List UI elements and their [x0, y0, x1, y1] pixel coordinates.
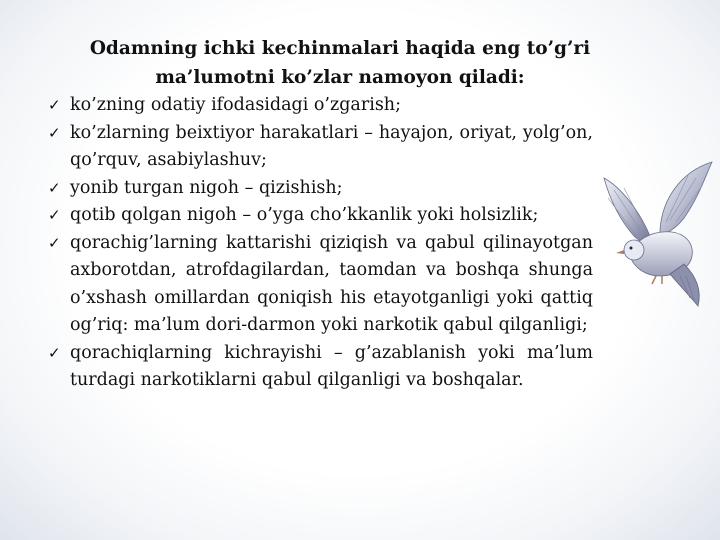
- title-line-2: ma’lumotni ko’zlar namoyon qiladi:: [155, 67, 525, 88]
- list-item: [48, 120, 593, 175]
- bullet-text: ko’zlarning beixtiyor harakatlari – hayajon, oriyat, yolg’on, qo’rquv, asabiylashuv;: [70, 122, 593, 170]
- check-icon: ✓: [48, 206, 61, 224]
- list-item: [48, 175, 593, 203]
- check-icon: ✓: [48, 96, 61, 114]
- check-icon: ✓: [48, 233, 61, 252]
- list-item: [48, 230, 593, 340]
- check-icon: ✓: [48, 123, 61, 142]
- slide-title: [60, 34, 620, 92]
- bullet-text: qorachiqlarning kichrayishi – g’azablanish yoki ma’lum turdagi narkotiklarni qabul qilganligi va boshqalar.: [70, 342, 593, 390]
- dove-icon: [600, 160, 716, 310]
- bullet-list: [48, 92, 593, 395]
- check-icon: ✓: [48, 178, 61, 197]
- list-item: [48, 92, 593, 120]
- bullet-text: qorachig’larning kattarishi qiziqish va qabul qilinayotgan axborotdan, atrofdagilardan, taomdan va boshqa shunga o’xshash omillardan qoniqish his etayotganligi yoki qattiq og’riq: ma’lum dori-darmon yoki narkotik qabul qilganligi;: [70, 232, 593, 335]
- bullet-text: ko’zning odatiy ifodasidagi o’zgarish;: [70, 95, 401, 115]
- title-line-1: Odamning ichki kechinmalari haqida eng to’g’ri: [89, 38, 591, 59]
- bullet-text: qotib qolgan nigoh – o’yga cho’kkanlik yoki holsizlik;: [70, 205, 539, 225]
- list-item: [48, 340, 593, 395]
- list-item: [48, 202, 593, 230]
- bullet-text: yonib turgan nigoh – qizishish;: [70, 177, 343, 198]
- check-icon: ✓: [48, 343, 61, 362]
